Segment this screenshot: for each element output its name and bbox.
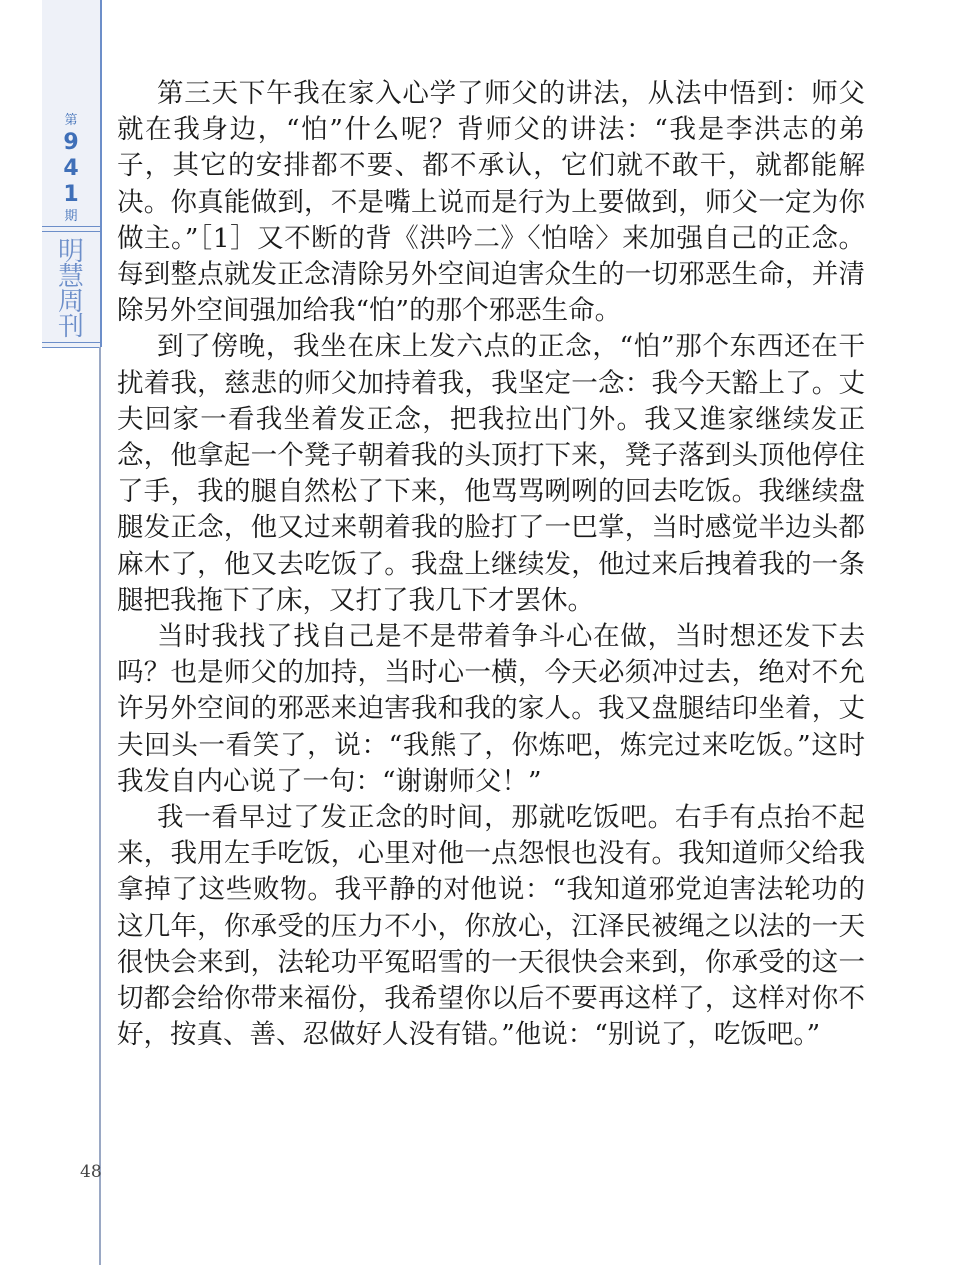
issue-digit: 1	[63, 182, 79, 207]
issue-suffix: 期	[64, 209, 78, 224]
issue-prefix: 第	[64, 113, 78, 128]
paragraph: 到了傍晚，我坐在床上发六点的正念，“怕”那个东西还在干扰着我，慈悲的师父加持着我，我坚定一念：我今天豁上了。丈夫回家一看我坐着发正念，把我拉出门外。我又進家继续发正念，他拿起一个凳子朝着我的头顶打下来，凳子落到头顶他停住了手，我的腿自然松了下来，他骂骂咧咧的回去吃饭。我继续盘腿发正念，他又过来朝着我的脸打了一巴掌，当时感觉半边头都麻木了，他又去吃饭了。我盘上继续发，他过来后拽着我的一条腿把我拖下了床，又打了我几下才罢休。	[117, 331, 865, 616]
paragraph: 第三天下午我在家入心学了师父的讲法，从法中悟到：师父就在我身边，“怕”什么呢？背师父的讲法：“我是李洪志的弟子，其它的安排都不要、都不承认，它们就不敢干，就都能解决。你真能做到，不是嘴上说而是行为上要做到，师父一定为你做主。”［1］又不断的背《洪吟二》〈怕啥〉来加强自己的正念。每到整点就发正念清除另外空间迫害众生的一切邪恶生命，并清除另外空间强加给我“怕”的那个邪恶生命。	[117, 78, 865, 327]
sidebar-panel	[42, 0, 102, 347]
paragraph: 我一看早过了发正念的时间，那就吃饭吧。右手有点抬不起来，我用左手吃饭，心里对他一点怨恨也没有。我知道师父给我拿掉了这些败物。我平静的对他说：“我知道邪党迫害法轮功的这几年，你承受的压力不小，你放心，江泽民被绳之以法的一天很快会来到，法轮功平冤昭雪的一天很快会来到，你承受的这一切都会给你带来福份，我希望你以后不要再这样了，这样对你不好，按真、善、忍做好人没有错。”他说：“别说了，吃饭吧。”	[117, 802, 865, 1051]
article-body	[117, 76, 865, 1053]
sidebar-rule	[99, 347, 101, 1265]
magazine-char: 明	[57, 237, 84, 267]
magazine-char: 周	[57, 287, 84, 317]
sidebar	[42, 0, 102, 1265]
magazine-char: 刊	[57, 312, 84, 342]
issue-digit: 9	[63, 130, 79, 155]
issue-digit: 4	[63, 156, 79, 181]
sidebar-divider	[42, 226, 100, 232]
magazine-char: 慧	[57, 262, 84, 292]
magazine-name	[42, 237, 100, 342]
issue-number	[42, 112, 100, 226]
page-number: 48	[80, 1162, 102, 1182]
sidebar-divider	[42, 342, 100, 348]
paragraph: 当时我找了找自己是不是带着争斗心在做，当时想还发下去吗？也是师父的加持，当时心一横，今天必须冲过去，绝对不允许另外空间的邪恶来迫害我和我的家人。我又盘腿结印坐着，丈夫回头一看笑了，说：“我熊了，你炼吧，炼完过来吃饭。”这时我发自内心说了一句：“谢谢师父！”	[117, 621, 865, 797]
